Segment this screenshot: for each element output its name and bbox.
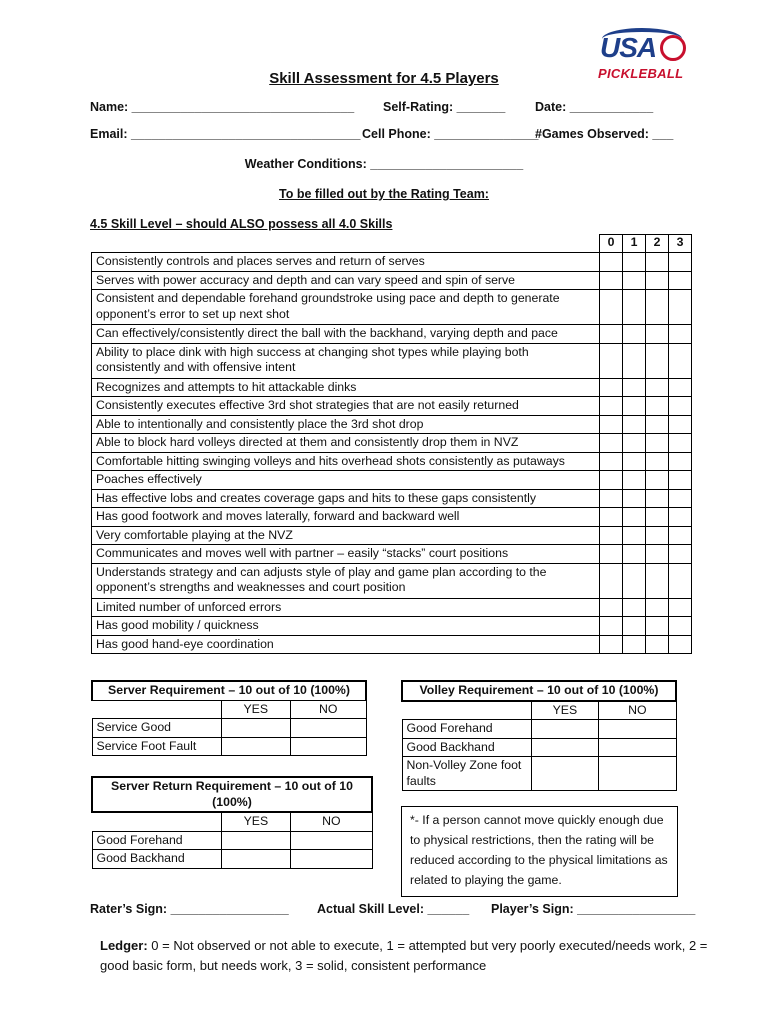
score-header-0: 0 xyxy=(600,235,623,253)
score-cell-0[interactable] xyxy=(600,378,623,397)
score-cell-0[interactable] xyxy=(600,343,623,378)
score-cell-1[interactable] xyxy=(623,290,646,325)
skill-description: Communicates and moves well with partner – easily “stacks” court positions xyxy=(92,545,600,564)
score-cell-3[interactable] xyxy=(669,563,692,598)
score-cell-0[interactable] xyxy=(600,563,623,598)
score-cell-0[interactable] xyxy=(600,545,623,564)
score-cell-0[interactable] xyxy=(600,508,623,527)
volley-row-label: Good Forehand xyxy=(402,720,531,739)
score-cell-3[interactable] xyxy=(669,271,692,290)
score-cell-3[interactable] xyxy=(669,598,692,617)
score-cell-2[interactable] xyxy=(646,471,669,490)
score-cell-2[interactable] xyxy=(646,397,669,416)
volley-requirement-table xyxy=(401,680,677,791)
volley-yes-cell[interactable] xyxy=(531,720,599,739)
score-cell-1[interactable] xyxy=(623,271,646,290)
score-cell-1[interactable] xyxy=(623,397,646,416)
skill-description: Understands strategy and can adjusts style of play and game plan according to the opponent’s strengths and weaknesses and court position xyxy=(92,563,600,598)
weather-field[interactable]: Weather Conditions: ______________________ xyxy=(244,157,524,171)
score-cell-3[interactable] xyxy=(669,635,692,654)
return-row-label: Good Backhand xyxy=(92,850,221,869)
score-cell-0[interactable] xyxy=(600,415,623,434)
skill-description: Poaches effectively xyxy=(92,471,600,490)
score-cell-3[interactable] xyxy=(669,253,692,272)
score-cell-0[interactable] xyxy=(600,253,623,272)
skill-description: Has good hand-eye coordination xyxy=(92,635,600,654)
score-cell-0[interactable] xyxy=(600,635,623,654)
score-cell-2[interactable] xyxy=(646,434,669,453)
score-cell-2[interactable] xyxy=(646,508,669,527)
server-row-label: Service Good xyxy=(92,719,221,738)
volley-row-label: Good Backhand xyxy=(402,738,531,757)
server-requirement-table xyxy=(91,680,367,756)
skill-row xyxy=(92,434,692,453)
score-cell-2[interactable] xyxy=(646,563,669,598)
score-cell-1[interactable] xyxy=(623,489,646,508)
volley-no-header: NO xyxy=(599,701,676,720)
physical-restriction-note: *- If a person cannot move quickly enough due to physical restrictions, then the rating will be reduced according to the physical limitations as related to playing the game. xyxy=(401,806,678,897)
skills-header-spacer xyxy=(92,235,600,253)
score-cell-3[interactable] xyxy=(669,415,692,434)
score-cell-2[interactable] xyxy=(646,253,669,272)
volley-yes-cell[interactable] xyxy=(531,757,599,791)
volley-yes-header: YES xyxy=(531,701,599,720)
score-cell-0[interactable] xyxy=(600,526,623,545)
score-cell-1[interactable] xyxy=(623,434,646,453)
score-cell-3[interactable] xyxy=(669,526,692,545)
score-cell-3[interactable] xyxy=(669,343,692,378)
skill-row xyxy=(92,508,692,527)
score-cell-3[interactable] xyxy=(669,471,692,490)
score-header-3: 3 xyxy=(669,235,692,253)
logo-usa-text: USA xyxy=(600,32,657,63)
score-cell-1[interactable] xyxy=(623,471,646,490)
score-cell-3[interactable] xyxy=(669,452,692,471)
score-cell-1[interactable] xyxy=(623,343,646,378)
server-return-requirement-table xyxy=(91,776,373,869)
skill-description: Consistently executes effective 3rd shot strategies that are not easily returned xyxy=(92,397,600,416)
return-no-cell[interactable] xyxy=(291,850,372,869)
score-cell-1[interactable] xyxy=(623,545,646,564)
player-sign-field[interactable]: Player’s Sign: _________________ xyxy=(491,902,696,916)
server-requirement-title: Server Requirement – 10 out of 10 (100%) xyxy=(92,681,366,700)
skill-row xyxy=(92,253,692,272)
server-no-cell[interactable] xyxy=(291,737,366,756)
logo-pickleball-text: PICKLEBALL xyxy=(598,66,684,81)
ledger-label: Ledger: xyxy=(100,938,148,953)
score-cell-1[interactable] xyxy=(623,563,646,598)
skill-row xyxy=(92,452,692,471)
volley-requirement-title: Volley Requirement – 10 out of 10 (100%) xyxy=(402,681,676,701)
score-cell-0[interactable] xyxy=(600,325,623,344)
return-yes-cell[interactable] xyxy=(221,850,291,869)
skill-row xyxy=(92,545,692,564)
score-cell-0[interactable] xyxy=(600,271,623,290)
score-cell-3[interactable] xyxy=(669,545,692,564)
server-return-requirement-title: Server Return Requirement – 10 out of 10 (100%) xyxy=(92,777,372,812)
skill-description: Consistently controls and places serves and return of serves xyxy=(92,253,600,272)
skill-description: Has effective lobs and creates coverage gaps and hits to these gaps consistently xyxy=(92,489,600,508)
return-no-header: NO xyxy=(291,812,372,831)
skill-description: Can effectively/consistently direct the ball with the backhand, varying depth and pace xyxy=(92,325,600,344)
score-cell-1[interactable] xyxy=(623,635,646,654)
score-cell-1[interactable] xyxy=(623,253,646,272)
rating-team-note: To be filled out by the Rating Team: xyxy=(279,187,489,201)
score-cell-3[interactable] xyxy=(669,397,692,416)
server-no-cell[interactable] xyxy=(291,719,366,738)
email-field[interactable]: Email: _________________________________ xyxy=(90,127,361,141)
skill-row xyxy=(92,397,692,416)
skill-description: Able to intentionally and consistently place the 3rd shot drop xyxy=(92,415,600,434)
page-title: Skill Assessment for 4.5 Players xyxy=(269,70,499,87)
skill-row xyxy=(92,471,692,490)
score-header-1: 1 xyxy=(623,235,646,253)
score-cell-3[interactable] xyxy=(669,290,692,325)
skill-row xyxy=(92,617,692,636)
score-cell-3[interactable] xyxy=(669,508,692,527)
skill-row xyxy=(92,598,692,617)
skill-description: Recognizes and attempts to hit attackable dinks xyxy=(92,378,600,397)
score-cell-2[interactable] xyxy=(646,489,669,508)
skill-description: Limited number of unforced errors xyxy=(92,598,600,617)
server-return-blank xyxy=(92,812,221,831)
cell-phone-field[interactable]: Cell Phone: _______________ xyxy=(362,127,539,141)
skill-description: Very comfortable playing at the NVZ xyxy=(92,526,600,545)
score-cell-1[interactable] xyxy=(623,452,646,471)
score-cell-0[interactable] xyxy=(600,489,623,508)
skill-row xyxy=(92,415,692,434)
ledger xyxy=(100,936,720,976)
score-cell-3[interactable] xyxy=(669,325,692,344)
skill-row xyxy=(92,489,692,508)
score-cell-1[interactable] xyxy=(623,415,646,434)
score-cell-2[interactable] xyxy=(646,545,669,564)
return-no-cell[interactable] xyxy=(291,831,372,850)
score-cell-1[interactable] xyxy=(623,598,646,617)
server-row-label: Service Foot Fault xyxy=(92,737,221,756)
skill-level-heading: 4.5 Skill Level – should ALSO possess all 4.0 Skills xyxy=(90,217,393,231)
score-cell-2[interactable] xyxy=(646,452,669,471)
score-cell-2[interactable] xyxy=(646,325,669,344)
self-rating-field[interactable]: Self-Rating: _______ xyxy=(383,100,506,114)
score-cell-2[interactable] xyxy=(646,271,669,290)
volley-requirement-blank xyxy=(402,701,531,720)
score-cell-3[interactable] xyxy=(669,378,692,397)
skill-description: Serves with power accuracy and depth and can vary speed and spin of serve xyxy=(92,271,600,290)
score-cell-0[interactable] xyxy=(600,452,623,471)
return-row-label: Good Forehand xyxy=(92,831,221,850)
ledger-text: 0 = Not observed or not able to execute, 1 = attempted but very poorly executed/needs work, 2 = good basic form, but needs work, 3 = solid, consistent performance xyxy=(100,938,708,973)
skill-description: Comfortable hitting swinging volleys and hits overhead shots consistently as putaways xyxy=(92,452,600,471)
volley-no-cell[interactable] xyxy=(599,757,676,791)
score-cell-3[interactable] xyxy=(669,489,692,508)
skills-table xyxy=(91,234,692,654)
volley-no-cell[interactable] xyxy=(599,720,676,739)
score-cell-0[interactable] xyxy=(600,290,623,325)
skill-row xyxy=(92,271,692,290)
skill-row xyxy=(92,325,692,344)
volley-row-label: Non-Volley Zone foot faults xyxy=(402,757,531,791)
skill-description: Consistent and dependable forehand groundstroke using pace and depth to generate opponent’s error to set up next shot xyxy=(92,290,600,325)
date-field[interactable]: Date: ____________ xyxy=(535,100,654,114)
score-cell-2[interactable] xyxy=(646,378,669,397)
score-cell-1[interactable] xyxy=(623,508,646,527)
score-cell-2[interactable] xyxy=(646,526,669,545)
skill-description: Ability to place dink with high success at changing shot types while playing both consistently and with offensive intent xyxy=(92,343,600,378)
score-cell-0[interactable] xyxy=(600,598,623,617)
server-yes-header: YES xyxy=(221,700,291,719)
skill-row xyxy=(92,526,692,545)
score-cell-1[interactable] xyxy=(623,378,646,397)
volley-yes-cell[interactable] xyxy=(531,738,599,757)
score-header-2: 2 xyxy=(646,235,669,253)
score-cell-0[interactable] xyxy=(600,617,623,636)
skill-row xyxy=(92,343,692,378)
score-cell-2[interactable] xyxy=(646,635,669,654)
rater-sign-field[interactable]: Rater’s Sign: _________________ xyxy=(90,902,289,916)
server-no-header: NO xyxy=(291,700,366,719)
score-cell-0[interactable] xyxy=(600,397,623,416)
volley-no-cell[interactable] xyxy=(599,738,676,757)
score-cell-1[interactable] xyxy=(623,617,646,636)
score-cell-3[interactable] xyxy=(669,617,692,636)
server-yes-cell[interactable] xyxy=(221,737,291,756)
actual-skill-level-field[interactable]: Actual Skill Level: ______ xyxy=(317,902,470,916)
score-cell-1[interactable] xyxy=(623,325,646,344)
skill-row xyxy=(92,635,692,654)
score-cell-1[interactable] xyxy=(623,526,646,545)
score-cell-2[interactable] xyxy=(646,617,669,636)
score-cell-3[interactable] xyxy=(669,434,692,453)
pickleball-icon xyxy=(660,35,686,61)
score-cell-2[interactable] xyxy=(646,415,669,434)
score-cell-0[interactable] xyxy=(600,434,623,453)
server-requirement-blank xyxy=(92,700,221,719)
score-cell-2[interactable] xyxy=(646,343,669,378)
games-observed-field[interactable]: #Games Observed: ___ xyxy=(535,127,674,141)
score-cell-2[interactable] xyxy=(646,290,669,325)
skill-row xyxy=(92,563,692,598)
skill-row xyxy=(92,290,692,325)
skill-description: Able to block hard volleys directed at them and consistently drop them in NVZ xyxy=(92,434,600,453)
score-cell-2[interactable] xyxy=(646,598,669,617)
return-yes-header: YES xyxy=(221,812,291,831)
skill-row xyxy=(92,378,692,397)
server-yes-cell[interactable] xyxy=(221,719,291,738)
return-yes-cell[interactable] xyxy=(221,831,291,850)
skill-description: Has good footwork and moves laterally, forward and backward well xyxy=(92,508,600,527)
skill-description: Has good mobility / quickness xyxy=(92,617,600,636)
score-cell-0[interactable] xyxy=(600,471,623,490)
name-field[interactable]: Name: ________________________________ xyxy=(90,100,355,114)
